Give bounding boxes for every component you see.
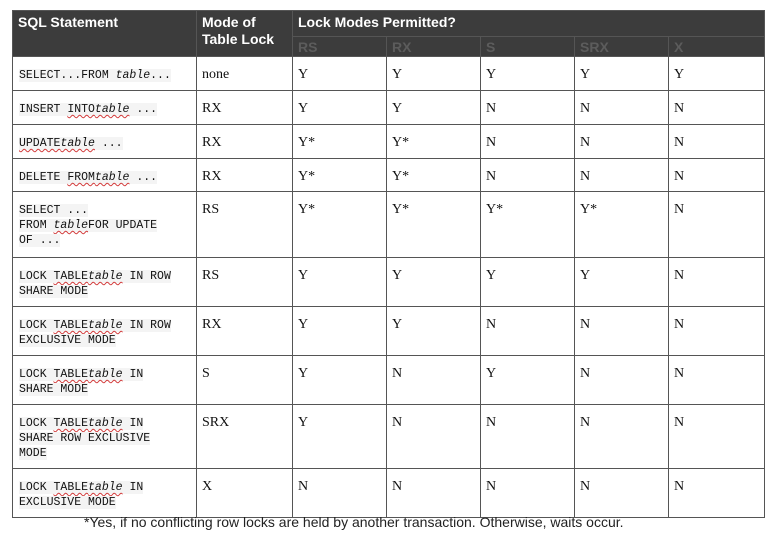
permitted-rs-cell: Y bbox=[293, 405, 387, 469]
table-lock-mode-cell: SRX bbox=[197, 405, 293, 469]
permitted-srx-cell: N bbox=[575, 91, 669, 125]
sql-fragment: TABLE bbox=[53, 417, 89, 430]
sql-statement-cell bbox=[13, 192, 197, 258]
mode-header-x: X bbox=[669, 37, 765, 57]
sql-fragment: IN ROW bbox=[122, 319, 171, 332]
permitted-x-cell: N bbox=[669, 159, 765, 192]
sql-fragment: SHARE ROW EXCLUSIVE bbox=[19, 432, 151, 445]
permitted-s-cell: N bbox=[481, 469, 575, 518]
sql-fragment: LOCK bbox=[19, 481, 54, 494]
table-row bbox=[13, 356, 765, 405]
sql-fragment: INSERT bbox=[19, 103, 68, 116]
permitted-rs-cell: Y bbox=[293, 258, 387, 307]
table-lock-mode-cell: RS bbox=[197, 192, 293, 258]
sql-fragment: FROM bbox=[67, 171, 95, 184]
sql-statement-cell bbox=[13, 258, 197, 307]
permitted-srx-cell: N bbox=[575, 159, 669, 192]
sql-code bbox=[19, 319, 171, 347]
permitted-x-cell: N bbox=[669, 356, 765, 405]
sql-fragment: table bbox=[88, 368, 123, 381]
table-row bbox=[13, 57, 765, 91]
permitted-s-cell: Y bbox=[481, 356, 575, 405]
permitted-srx-cell: N bbox=[575, 469, 669, 518]
mode-header-srx: SRX bbox=[575, 37, 669, 57]
sql-statement-cell bbox=[13, 469, 197, 518]
permitted-srx-cell: N bbox=[575, 356, 669, 405]
sql-code bbox=[19, 137, 123, 150]
permitted-x-cell: Y bbox=[669, 57, 765, 91]
sql-fragment: UPDATE bbox=[19, 137, 61, 150]
sql-fragment: LOCK bbox=[19, 319, 54, 332]
sql-fragment: TABLE bbox=[53, 319, 89, 332]
permitted-s-cell: N bbox=[481, 405, 575, 469]
sql-fragment: EXCLUSIVE MODE bbox=[19, 334, 116, 347]
mode-header-rs: RS bbox=[293, 37, 387, 57]
sql-fragment: table bbox=[88, 319, 123, 332]
permitted-rx-cell: Y* bbox=[387, 192, 481, 258]
mode-header-s: S bbox=[481, 37, 575, 57]
mode-header-rx: RX bbox=[387, 37, 481, 57]
table-lock-mode-cell: X bbox=[197, 469, 293, 518]
table-row bbox=[13, 258, 765, 307]
mode-of-table-lock-header: Mode of Table Lock bbox=[197, 11, 293, 57]
sql-fragment: SHARE MODE bbox=[19, 285, 89, 298]
sql-fragment: INTO bbox=[67, 103, 95, 116]
permitted-rs-cell: Y bbox=[293, 57, 387, 91]
permitted-x-cell: N bbox=[669, 91, 765, 125]
sql-fragment: SELECT...FROM bbox=[19, 69, 116, 82]
sql-fragment: ... bbox=[150, 69, 171, 82]
permitted-x-cell: N bbox=[669, 307, 765, 356]
sql-fragment: FROM bbox=[19, 219, 54, 232]
table-lock-mode-cell: none bbox=[197, 57, 293, 91]
sql-fragment: TABLE bbox=[53, 481, 89, 494]
table-lock-mode-cell: S bbox=[197, 356, 293, 405]
permitted-x-cell: N bbox=[669, 125, 765, 159]
sql-fragment: table bbox=[88, 270, 123, 283]
permitted-rs-cell: Y* bbox=[293, 125, 387, 159]
sql-statement-cell bbox=[13, 307, 197, 356]
sql-code bbox=[19, 204, 157, 247]
table-row bbox=[13, 91, 765, 125]
permitted-s-cell: N bbox=[481, 125, 575, 159]
sql-fragment: EXCLUSIVE MODE bbox=[19, 496, 116, 509]
sql-statement-cell bbox=[13, 405, 197, 469]
permitted-s-cell: N bbox=[481, 307, 575, 356]
header-row bbox=[13, 11, 765, 37]
permitted-rx-cell: Y bbox=[387, 57, 481, 91]
sql-statement-cell bbox=[13, 57, 197, 91]
permitted-srx-cell: N bbox=[575, 405, 669, 469]
permitted-x-cell: N bbox=[669, 469, 765, 518]
sql-fragment: TABLE bbox=[53, 368, 89, 381]
permitted-rs-cell: Y* bbox=[293, 159, 387, 192]
sql-fragment: FOR UPDATE bbox=[88, 219, 158, 232]
permitted-x-cell: N bbox=[669, 405, 765, 469]
permitted-rs-cell: Y* bbox=[293, 192, 387, 258]
permitted-srx-cell: Y bbox=[575, 57, 669, 91]
table-lock-mode-cell: RX bbox=[197, 125, 293, 159]
permitted-rx-cell: Y bbox=[387, 258, 481, 307]
sql-code bbox=[19, 69, 171, 82]
permitted-rs-cell: Y bbox=[293, 307, 387, 356]
permitted-s-cell: Y bbox=[481, 57, 575, 91]
table-row bbox=[13, 192, 765, 258]
sql-fragment: IN bbox=[122, 368, 144, 381]
sql-fragment: ... bbox=[129, 171, 158, 184]
permitted-rx-cell: Y* bbox=[387, 125, 481, 159]
permitted-x-cell: N bbox=[669, 258, 765, 307]
permitted-rx-cell: Y* bbox=[387, 159, 481, 192]
sql-code bbox=[19, 270, 171, 298]
sql-code bbox=[19, 481, 143, 509]
table-lock-mode-cell: RX bbox=[197, 307, 293, 356]
lock-compatibility-table bbox=[12, 10, 765, 518]
sql-fragment: OF ... bbox=[19, 234, 61, 247]
sql-fragment: table bbox=[94, 103, 130, 116]
permitted-rs-cell: N bbox=[293, 469, 387, 518]
permitted-srx-cell: N bbox=[575, 307, 669, 356]
table-lock-mode-cell: RS bbox=[197, 258, 293, 307]
sql-statement-cell bbox=[13, 125, 197, 159]
sql-fragment: table bbox=[53, 219, 89, 232]
sql-fragment: ... bbox=[129, 103, 158, 116]
sql-fragment: LOCK bbox=[19, 270, 54, 283]
sql-fragment: MODE bbox=[19, 447, 47, 460]
permitted-srx-cell: Y* bbox=[575, 192, 669, 258]
sql-fragment: SELECT ... bbox=[19, 204, 89, 217]
sql-code bbox=[19, 171, 157, 184]
sql-statement-header: SQL Statement bbox=[13, 11, 197, 57]
permitted-s-cell: N bbox=[481, 159, 575, 192]
table-row bbox=[13, 307, 765, 356]
table-lock-mode-cell: RX bbox=[197, 91, 293, 125]
sql-statement-cell bbox=[13, 356, 197, 405]
table-lock-mode-cell: RX bbox=[197, 159, 293, 192]
footnote: *Yes, if no conflicting row locks are held by another transaction. Otherwise, waits occur. bbox=[84, 514, 624, 530]
sql-fragment: IN bbox=[122, 481, 144, 494]
sql-fragment: table bbox=[94, 171, 130, 184]
sql-fragment: table bbox=[88, 481, 123, 494]
lock-modes-permitted-header: Lock Modes Permitted? bbox=[293, 11, 765, 37]
permitted-rx-cell: Y bbox=[387, 91, 481, 125]
permitted-srx-cell: N bbox=[575, 125, 669, 159]
table-row bbox=[13, 159, 765, 192]
sql-statement-cell bbox=[13, 91, 197, 125]
sql-fragment: ... bbox=[94, 137, 123, 150]
sql-fragment: LOCK bbox=[19, 368, 54, 381]
sql-fragment: DELETE bbox=[19, 171, 68, 184]
sql-fragment: IN bbox=[122, 417, 144, 430]
sql-code bbox=[19, 103, 157, 116]
sql-fragment: LOCK bbox=[19, 417, 54, 430]
sql-fragment: table bbox=[60, 137, 95, 150]
permitted-s-cell: Y bbox=[481, 258, 575, 307]
permitted-x-cell: N bbox=[669, 192, 765, 258]
permitted-rx-cell: Y bbox=[387, 307, 481, 356]
permitted-srx-cell: Y bbox=[575, 258, 669, 307]
permitted-rx-cell: N bbox=[387, 405, 481, 469]
sql-code bbox=[19, 368, 143, 396]
permitted-rs-cell: Y bbox=[293, 356, 387, 405]
sql-fragment: table bbox=[88, 417, 123, 430]
permitted-s-cell: N bbox=[481, 91, 575, 125]
sql-fragment: TABLE bbox=[53, 270, 89, 283]
sql-fragment: table bbox=[115, 69, 151, 82]
table-body bbox=[13, 57, 765, 518]
sql-code bbox=[19, 417, 150, 460]
sql-fragment: IN ROW bbox=[122, 270, 171, 283]
table-row bbox=[13, 405, 765, 469]
table-row bbox=[13, 125, 765, 159]
permitted-rs-cell: Y bbox=[293, 91, 387, 125]
permitted-rx-cell: N bbox=[387, 356, 481, 405]
permitted-rx-cell: N bbox=[387, 469, 481, 518]
sql-fragment: SHARE MODE bbox=[19, 383, 89, 396]
permitted-s-cell: Y* bbox=[481, 192, 575, 258]
sql-statement-cell bbox=[13, 159, 197, 192]
table-row bbox=[13, 469, 765, 518]
